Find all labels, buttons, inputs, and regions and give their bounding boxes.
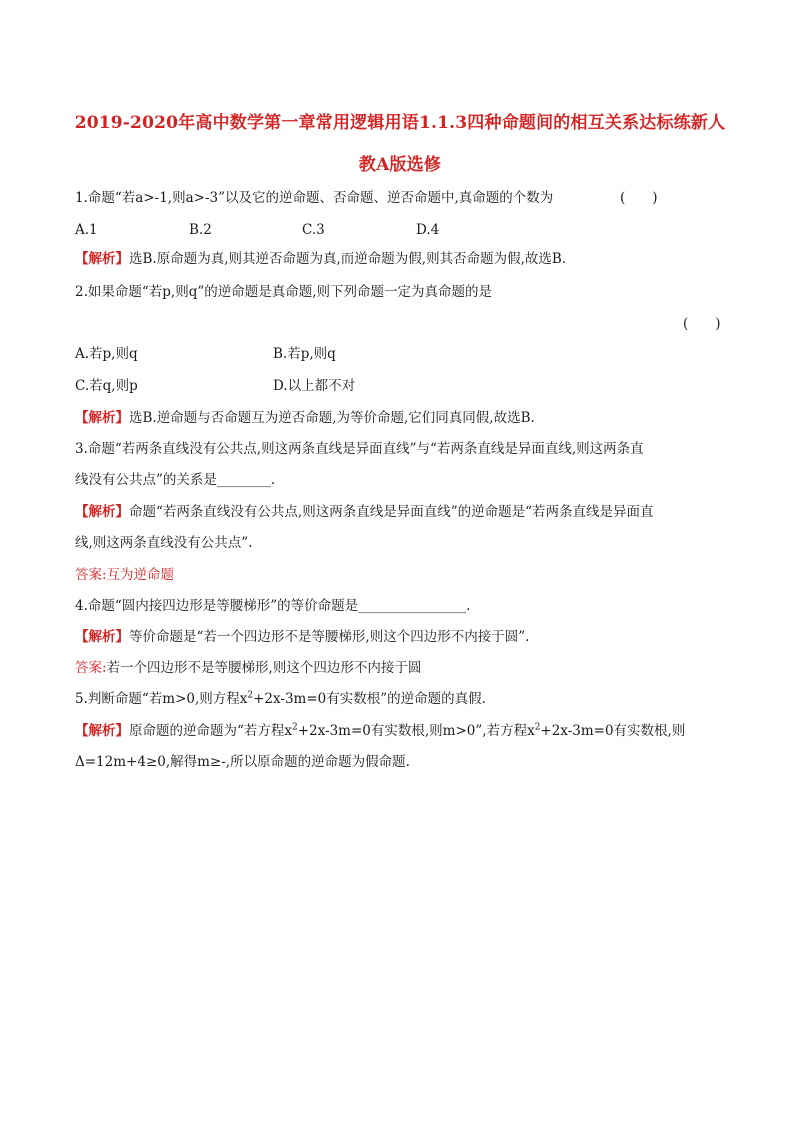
q2-stem: 2.如果命题“若p,则q”的逆命题是真命题,则下列命题一定为真命题的是 (75, 284, 493, 300)
q4-analysis-text: 等价命题是“若一个四边形不是等腰梯形,则这个四边形不内接于圆”. (129, 629, 530, 645)
q5-stem-part-a: 5.判断命题“若m>0,则方程x (75, 691, 248, 707)
q5-analysis-part-a: 原命题的逆命题为“若方程x (129, 723, 293, 739)
q1-option-b: B.2 (189, 222, 212, 238)
q4-stem: 4.命题“圆内接四边形是等腰梯形”的等价命题是________________. (75, 598, 471, 614)
q3-analysis-text-1: 命题“若两条直线没有公共点,则这两条直线是异面直线”的逆命题是“若两条直线是异面直 (129, 504, 654, 520)
q4-analysis-tag: 【解析】 (75, 629, 129, 645)
q4-answer (75, 659, 421, 677)
q2-option-b: B.若p,则q (273, 346, 336, 362)
q3-answer (75, 566, 174, 584)
q1-answer-paren: ( ) (620, 190, 658, 206)
q1-stem (75, 189, 553, 207)
q5-analysis-tag: 【解析】 (75, 723, 129, 739)
q5-analysis-part-b: +2x-3m=0有实数根,则m>0”,若方程x (297, 723, 535, 739)
q1-analysis-tag: 【解析】 (75, 251, 129, 267)
q2-answer-paren: ( ) (683, 316, 721, 332)
q1-option-c: C.3 (302, 222, 325, 238)
q2-option-a: A.若p,则q (75, 346, 138, 362)
q5-stem-superscript: 2 (247, 690, 254, 701)
q4-analysis (75, 628, 529, 646)
q3-analysis-tag: 【解析】 (75, 504, 129, 520)
q2-option-c: C.若q,则p (75, 378, 138, 394)
q3-answer-label: 答案: (75, 567, 107, 583)
document-title-line-1: 2019-2020年高中数学第一章常用逻辑用语1.1.3四种命题间的相互关系达标练新人 (74, 113, 726, 133)
q5-analysis-line-1 (75, 722, 685, 740)
q5-analysis-superscript-2: 2 (534, 722, 541, 733)
q2-option-d: D.以上都不对 (273, 378, 356, 394)
q5-stem (75, 690, 486, 708)
q5-analysis-superscript-1: 2 (292, 722, 298, 733)
q3-stem-line-2: 线没有公共点”的关系是________. (75, 472, 276, 488)
q2-analysis-tag: 【解析】 (75, 410, 129, 426)
q3-analysis-line-2: 线,则这两条直线没有公共点”. (75, 535, 253, 551)
q4-answer-label: 答案: (75, 660, 107, 676)
q4-answer-text: 若一个四边形不是等腰梯形,则这个四边形不内接于圆 (106, 660, 422, 676)
q2-analysis (75, 409, 535, 427)
q3-answer-text: 互为逆命题 (106, 567, 175, 583)
q1-analysis (75, 250, 566, 268)
q1-analysis-text: 选B.原命题为真,则其逆否命题为真,而逆命题为假,则其否命题为假,故选B. (129, 251, 567, 267)
q1-stem-text: 1.命题“若a>-1,则a>-3”以及它的逆命题、否命题、逆否命题中,真命题的个数为 (75, 190, 554, 206)
document-title-line-2: 教A版选修 (358, 155, 442, 175)
q1-option-d: D.4 (416, 222, 440, 238)
q5-analysis-line-2: Δ=12m+4≥0,解得m≥-,所以原命题的逆命题为假命题. (75, 754, 410, 770)
q5-stem-part-b: +2x-3m=0有实数根”的逆命题的真假. (253, 691, 486, 707)
q1-option-a: A.1 (75, 222, 98, 238)
q3-analysis-line-1 (75, 503, 654, 521)
q3-stem-line-1: 3.命题“若两条直线没有公共点,则这两条直线是异面直线”与“若两条直线是异面直线,则这两条直 (75, 441, 644, 457)
q5-analysis-part-c: +2x-3m=0有实数根,则 (540, 723, 686, 739)
q2-analysis-text: 选B.逆命题与否命题互为逆否命题,为等价命题,它们同真同假,故选B. (129, 410, 535, 426)
